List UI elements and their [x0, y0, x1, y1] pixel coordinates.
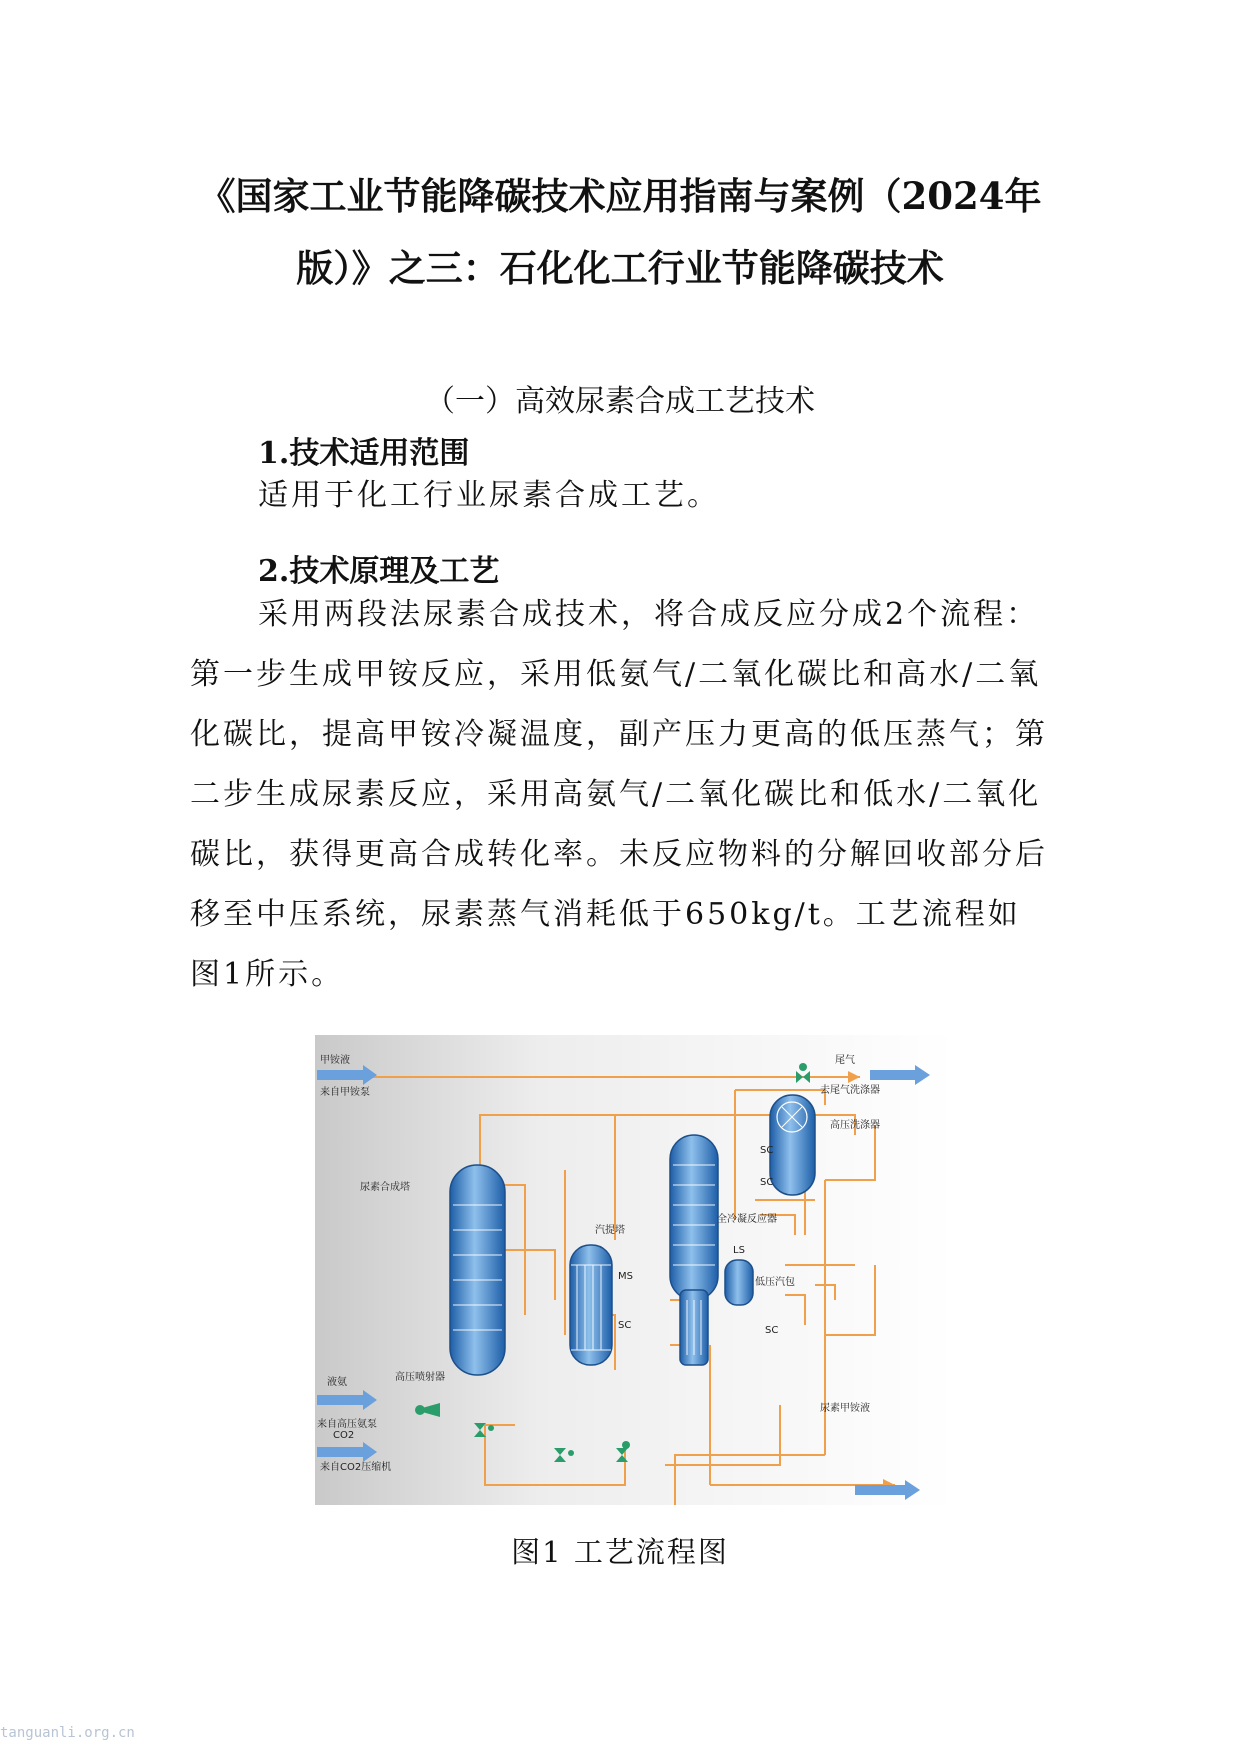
label-sc-scrubber-2: SC — [760, 1177, 774, 1188]
label-from-hp-ammonia-pump: 来自高压氨泵 — [317, 1419, 377, 1430]
label-stripper: 汽提塔 — [595, 1225, 625, 1236]
diagram-background — [315, 1035, 955, 1505]
label-sc-drum: SC — [765, 1325, 779, 1336]
label-hp-scrubber: 高压洗涤器 — [830, 1120, 880, 1131]
principle-text: 采用两段法尿素合成技术，将合成反应分成2个流程：第一步生成甲铵反应，采用低氨气/二氧化碳比和高水/二氧化碳比，提高甲铵冷凝温度，副产压力更高的低压蒸气；第二步生成尿素反应，采用高氨气/二氧化碳比和低水/二氧化碳比，获得更高合成转化率。未反应物料的分解回收部分后移至中压系统，尿素蒸气消耗低于650kg/t。工艺流程如图1所示。 — [190, 597, 1048, 992]
scope-text: 适用于化工行业尿素合成工艺。 — [258, 478, 720, 513]
label-sc-scrubber-1: SC — [760, 1145, 774, 1156]
label-sc-stripper: SC — [618, 1320, 632, 1331]
watermark-text: tanguanli.org.cn — [0, 1725, 135, 1741]
lp-steam-drum-vessel — [725, 1260, 753, 1305]
label-lp-steam-drum: 低压汽包 — [755, 1277, 795, 1288]
label-carbamate-liquid: 甲铵液 — [320, 1055, 350, 1066]
process-flow-diagram — [315, 1035, 955, 1505]
label-co2: CO2 — [333, 1430, 355, 1441]
label-to-tail-gas-scrubber: 去尾气洗涤器 — [820, 1085, 880, 1096]
process-flow-figure — [315, 1035, 955, 1505]
label-urea-reactor: 尿素合成塔 — [360, 1182, 410, 1193]
paragraph-principle — [190, 585, 1050, 1005]
document-title — [150, 160, 1090, 304]
title-line-2: 版）》之三：石化化工行业节能降碳技术 — [296, 246, 944, 290]
section-heading: （一）高效尿素合成工艺技术 — [425, 384, 815, 419]
heading-principle: 2.技术原理及工艺 — [258, 554, 500, 589]
label-ms: MS — [618, 1271, 633, 1282]
label-tail-gas: 尾气 — [835, 1055, 855, 1066]
label-urea-carbamate-solution: 尿素甲铵液 — [820, 1403, 870, 1414]
paragraph-scope — [190, 466, 1050, 526]
urea-reactor-vessel — [450, 1165, 505, 1375]
label-pool-condenser: 全冷凝反应器 — [717, 1214, 777, 1225]
label-ls: LS — [733, 1245, 745, 1256]
label-from-carbamate-pump: 来自甲铵泵 — [320, 1087, 370, 1098]
label-hp-ejector: 高压喷射器 — [395, 1372, 445, 1383]
figure-caption: 图1 工艺流程图 — [511, 1535, 729, 1569]
label-from-co2-compressor: 来自CO2压缩机 — [320, 1462, 392, 1473]
stripper-vessel — [570, 1245, 612, 1365]
hp-scrubber-vessel — [770, 1095, 815, 1195]
label-liquid-ammonia: 液氨 — [327, 1377, 347, 1388]
heading-scope: 1.技术适用范围 — [258, 436, 470, 471]
title-line-1: 《国家工业节能降碳技术应用指南与案例（2024年 — [198, 174, 1042, 218]
